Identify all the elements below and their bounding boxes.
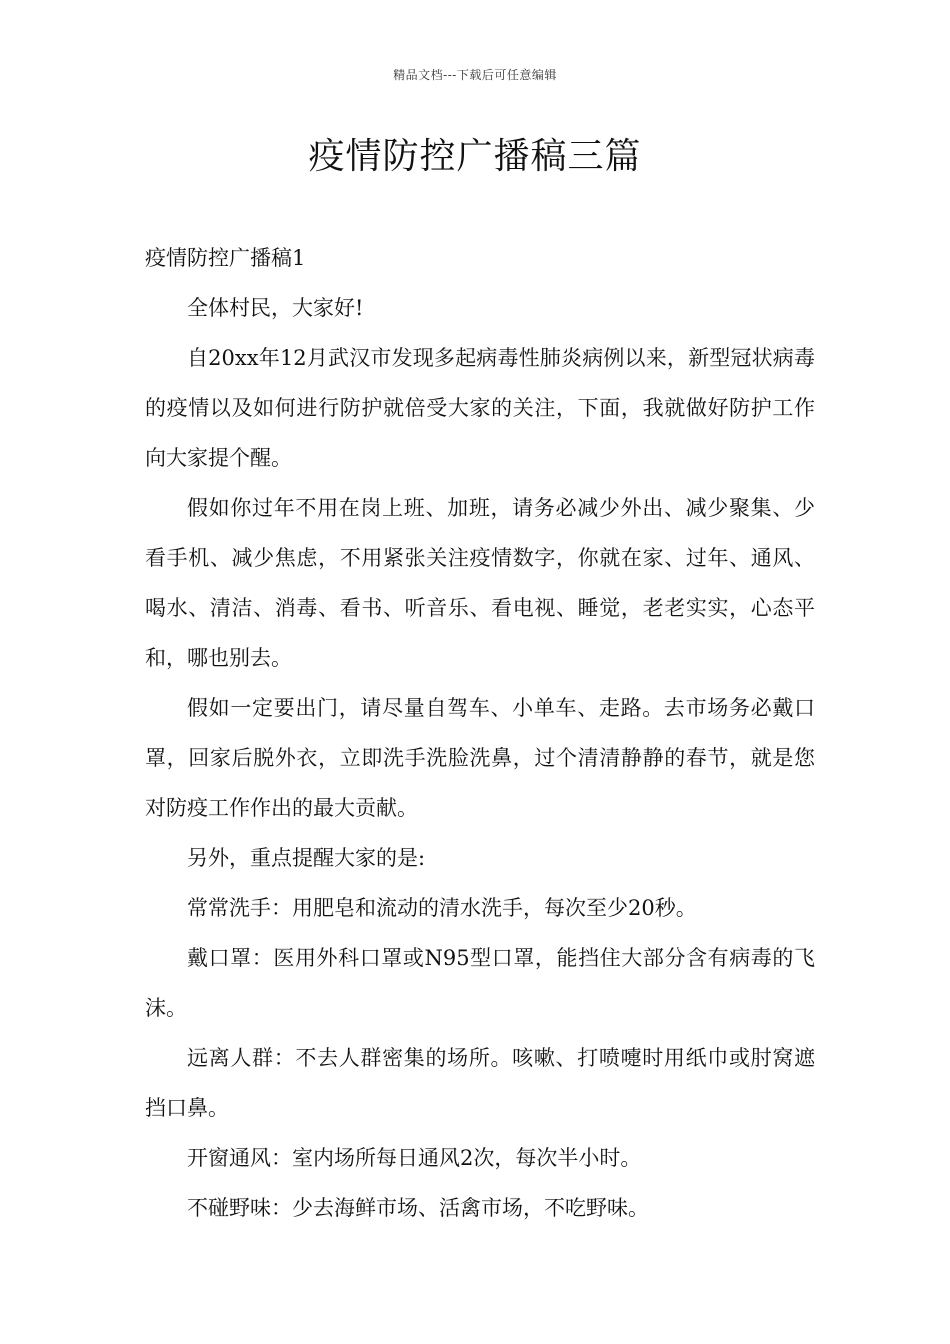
body-paragraph: 自20xx年12月武汉市发现多起病毒性肺炎病例以来，新型冠状病毒的疫情以及如何进行防护就倍受大家的关注，下面，我就做好防护工作向大家提个醒。 (145, 346, 815, 470)
greeting-paragraph: 全体村民，大家好! (187, 296, 364, 320)
tip-paragraph: 不碰野味：少去海鲜市场、活禽市场，不吃野味。 (187, 1196, 649, 1220)
tip-paragraph: 戴口罩：医用外科口罩或N95型口罩，能挡住大部分含有病毒的飞沫。 (145, 946, 815, 1020)
body-paragraph: 另外，重点提醒大家的是: (187, 846, 426, 870)
document-title: 疫情防控广播稿三篇 (308, 136, 642, 177)
tip-paragraph: 常常洗手：用肥皂和流动的清水洗手，每次至少20秒。 (187, 896, 697, 920)
section-heading: 疫情防控广播稿1 (145, 246, 306, 270)
header-note: 精品文档---下载后可任意编辑 (393, 68, 557, 82)
tip-paragraph: 开窗通风：室内场所每日通风2次，每次半小时。 (187, 1146, 642, 1170)
document-body (145, 233, 815, 1233)
body-paragraph: 假如一定要出门，请尽量自驾车、小单车、走路。去市场务必戴口罩，回家后脱外衣，立即洗手洗脸洗鼻，过个清清静静的春节，就是您对防疫工作作出的最大贡献。 (145, 696, 815, 820)
body-paragraph: 假如你过年不用在岗上班、加班，请务必减少外出、减少聚集、少看手机、减少焦虑，不用紧张关注疫情数字，你就在家、过年、通风、喝水、清洁、消毒、看书、听音乐、看电视、睡觉，老老实实，心态平和，哪也别去。 (145, 496, 815, 670)
tip-paragraph: 远离人群：不去人群密集的场所。咳嗽、打喷嚏时用纸巾或肘窝遮挡口鼻。 (145, 1046, 815, 1120)
